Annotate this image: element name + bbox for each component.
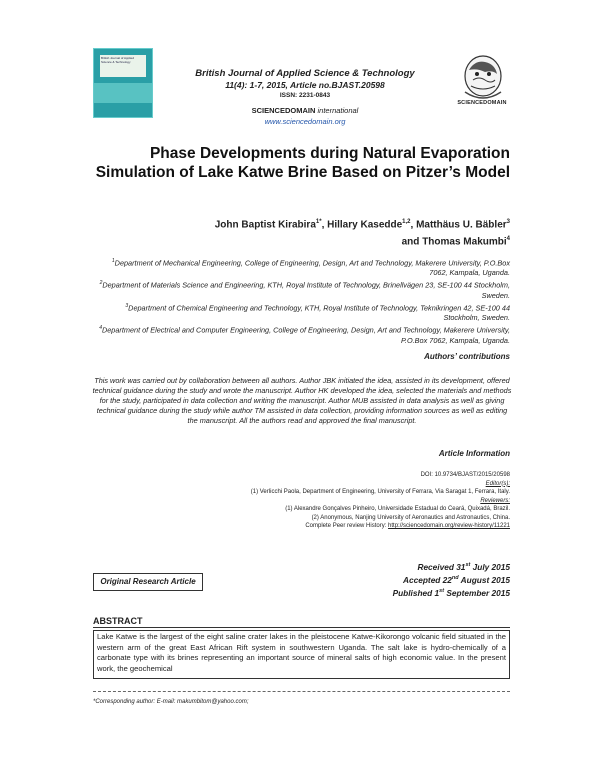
review-history-label: Complete Peer review History: xyxy=(305,523,387,529)
footnote-divider xyxy=(93,691,510,692)
article-info-heading: Article Information xyxy=(438,449,510,458)
reviewer: (2) Anonymous, Nanjing University of Aeronautics and Astronautics, China. xyxy=(311,514,510,521)
article-dates xyxy=(300,560,510,598)
reviewers-label: Reviewers: xyxy=(480,497,510,504)
abstract-heading: ABSTRACT xyxy=(93,616,143,626)
editor-label: Editor(s): xyxy=(485,480,510,487)
publisher-website-link[interactable]: www.sciencedomain.org xyxy=(264,117,346,126)
accepted-date: Accepted 22nd August 2015 xyxy=(403,574,510,585)
affiliation: $^4$Department of Electrical and Computer Engineering, College of Engineering, Design, Art and Technology, Makerere University, P.O.Box 7062, Kampala, Uganda. xyxy=(99,325,510,345)
contributions-heading: Authors’ contributions xyxy=(424,352,510,361)
author-name: Matthäus U. Bäbler xyxy=(416,219,507,231)
article-type-badge: Original Research Article xyxy=(93,573,203,591)
contributions-text: This work was carried out by collaboration between all authors. Author JBK initiated the idea, assisted in its development, offered technical guidance during the study and wrote the manuscript. Author HK developed the idea, selected the materials and methods for the study, participated in data collection and writing the manuscript. Author MUB assisted in data analysis as well as giving technical guidance during the study while author TM assisted in data collection, providing information sources as well as editing the manuscript. All the authors read and approved the final manuscript. xyxy=(92,376,512,425)
publisher-label: SCIENCEDOMAIN xyxy=(251,106,316,115)
author-sup: 1,2 xyxy=(402,219,411,225)
author-list: John Baptist Kirabira$^{1*}$, Hillary Kasedde$^{1,2}$, Matthäus U. Bäbler$^3$ and Thomas Makumbi$^4$ xyxy=(214,219,510,248)
journal-citation: 11(4): 1-7, 2015, Article no.BJAST.20598 xyxy=(225,80,385,90)
abstract-text: Lake Katwe is the largest of the eight saline crater lakes in the pleistocene Katwe-Kikorongo volcanic field situated in the western arm of the great East African Rift system in southwestern Uganda. The salt lake is hydro-chemically of a carbonate type with its brines representing an important source of mineral salts of high economic value. In the present work, the geochemical xyxy=(93,630,510,679)
logo-caption: SCIENCEDOMAIN xyxy=(457,100,507,106)
journal-issn: ISSN: 2231-0843 xyxy=(279,92,331,99)
doi: DOI: 10.9734/BJAST/2015/20598 xyxy=(420,472,510,478)
affiliation: $^1$Department of Mechanical Engineering, College of Engineering, Design, Art and Technology, Makerere University, P.O.Box 7062, Kampala, Uganda. xyxy=(111,258,510,278)
publisher-suffix: international xyxy=(317,106,359,115)
affiliations xyxy=(95,256,510,346)
affiliation: $^2$Department of Materials Science and Engineering, KTH, Royal Institute of Technology, Brinellvägen 23, SE-100 44 Stockholm, Sweden. xyxy=(99,280,510,300)
affiliation: $^3$Department of Chemical Engineering and Technology, KTH, Royal Institute of Technology, Teknikringen 42, SE-100 44 Stockholm, Sweden. xyxy=(125,302,510,323)
reviewer: (1) Alexandre Gonçalves Pinheiro, Universidade Estadual do Ceará, Quixadá, Brazil. xyxy=(285,506,510,512)
published-date: Published 1st September 2015 xyxy=(392,587,510,598)
journal-cover-thumbnail xyxy=(93,48,153,118)
journal-name: British Journal of Applied Science & Technology xyxy=(195,68,415,79)
publisher-name xyxy=(150,106,460,115)
review-history-link[interactable]: http://sciencedomain.org/review-history/11221 xyxy=(388,523,510,529)
cover-band xyxy=(94,83,152,103)
author-name: John Baptist Kirabira xyxy=(214,219,316,231)
cover-title: British Journal of Applied Science & Technology xyxy=(100,55,146,77)
author-sup: 1* xyxy=(315,219,322,225)
article-title: Phase Developments during Natural Evaporation Simulation of Lake Katwe Brine Based on Pitzer’s Model xyxy=(95,145,510,181)
review-history xyxy=(130,522,510,531)
author-sup: 3 xyxy=(506,219,510,225)
author-name: Hillary Kasedde xyxy=(327,219,403,231)
corresponding-author-footnote: *Corresponding author: E-mail: makumbitom@yahoo.com; xyxy=(93,699,249,705)
author-name: Thomas Makumbi xyxy=(422,236,507,248)
author-sup: 4 xyxy=(506,236,510,243)
editor: (1) Verlicchi Paola, Department of Engineering, University of Ferrara, Via Saragat 1, Ferrara, Italy. xyxy=(250,489,510,495)
article-info xyxy=(130,471,510,531)
received-date: Received 31st July 2015 xyxy=(417,561,510,572)
abstract-divider xyxy=(93,627,510,628)
